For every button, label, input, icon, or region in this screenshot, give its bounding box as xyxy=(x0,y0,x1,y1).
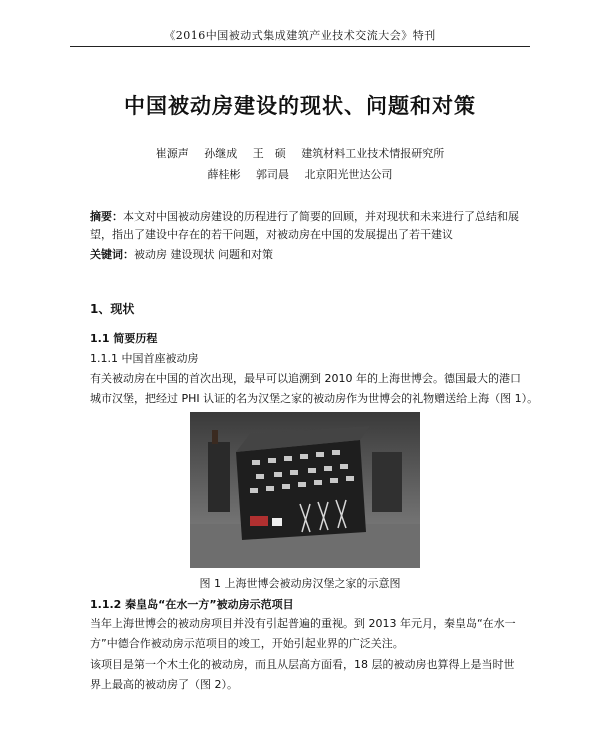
paragraph-3 xyxy=(90,655,545,695)
paragraph-2-line-1: 当年上海世博会的被动房项目并没有引起普遍的重视。到 2013 年元月，秦皇岛“在水一 xyxy=(90,617,516,630)
keywords xyxy=(90,246,273,262)
abstract-text-1: 本文对中国被动房建设的历程进行了简要的回顾，并对现状和未来进行了总结和展 xyxy=(123,210,519,223)
author-name: 王 硕 xyxy=(252,147,286,160)
abstract-label: 摘要： xyxy=(90,210,123,223)
author-affiliation: 建筑材料工业技术情报研究所 xyxy=(301,147,445,160)
author-name: 薛桂彬 xyxy=(207,168,241,181)
subsection-heading-1-1: 1.1 简要历程 xyxy=(90,332,158,345)
keywords-text: 被动房 建设现状 问题和对策 xyxy=(134,248,273,261)
abstract-text-2: 望，指出了建设中存在的若干问题，对被动房在中国的发展提出了若干建议 xyxy=(90,228,453,241)
figure-1-caption: 图 1 上海世博会被动房汉堡之家的示意图 xyxy=(199,577,401,590)
paragraph-3-line-2: 界上最高的被动房了（图 2）。 xyxy=(90,678,238,691)
running-header: 《2016中国被动式集成建筑产业技术交流大会》特刊 xyxy=(164,29,436,42)
author-affiliation: 北京阳光世达公司 xyxy=(304,168,393,181)
paper-title: 中国被动房建设的现状、问题和对策 xyxy=(124,94,476,118)
header-rule xyxy=(70,46,530,47)
abstract-line-1 xyxy=(90,208,545,226)
subsection-heading-1-1-2: 1.1.2 秦皇岛“在水一方”被动房示范项目 xyxy=(90,598,294,611)
author-name: 郭司晨 xyxy=(256,168,289,181)
paragraph-1-line-2: 城市汉堡，把经过 PHI 认证的名为汉堡之家的被动房作为世博会的礼物赠送给上海（图 1）。 xyxy=(90,392,539,405)
paragraph-1 xyxy=(90,369,545,409)
keywords-label: 关键词： xyxy=(90,248,134,261)
paragraph-2-line-2: 方”中德合作被动房示范项目的竣工，开始引起业界的广泛关注。 xyxy=(90,637,404,650)
subsection-heading-1-1-1: 1.1.1 中国首座被动房 xyxy=(90,352,199,365)
paragraph-2 xyxy=(90,614,545,654)
paragraph-1-line-1: 有关被动房在中国的首次出现，最早可以追溯到 2010 年的上海世博会。德国最大的港口 xyxy=(90,372,521,385)
author-name: 崔源声 xyxy=(155,147,189,160)
section-heading-1: 1、现状 xyxy=(90,302,135,316)
author-name: 孙继成 xyxy=(204,147,238,160)
paragraph-3-line-1: 该项目是第一个木土化的被动房，而且从层高方面看，18 层的被动房也算得上是当时世 xyxy=(90,658,515,671)
building-photo-illustration xyxy=(190,412,420,568)
figure-1-image xyxy=(190,412,420,568)
author-line-2 xyxy=(0,166,600,182)
author-line-1 xyxy=(0,145,600,161)
abstract xyxy=(90,208,545,244)
